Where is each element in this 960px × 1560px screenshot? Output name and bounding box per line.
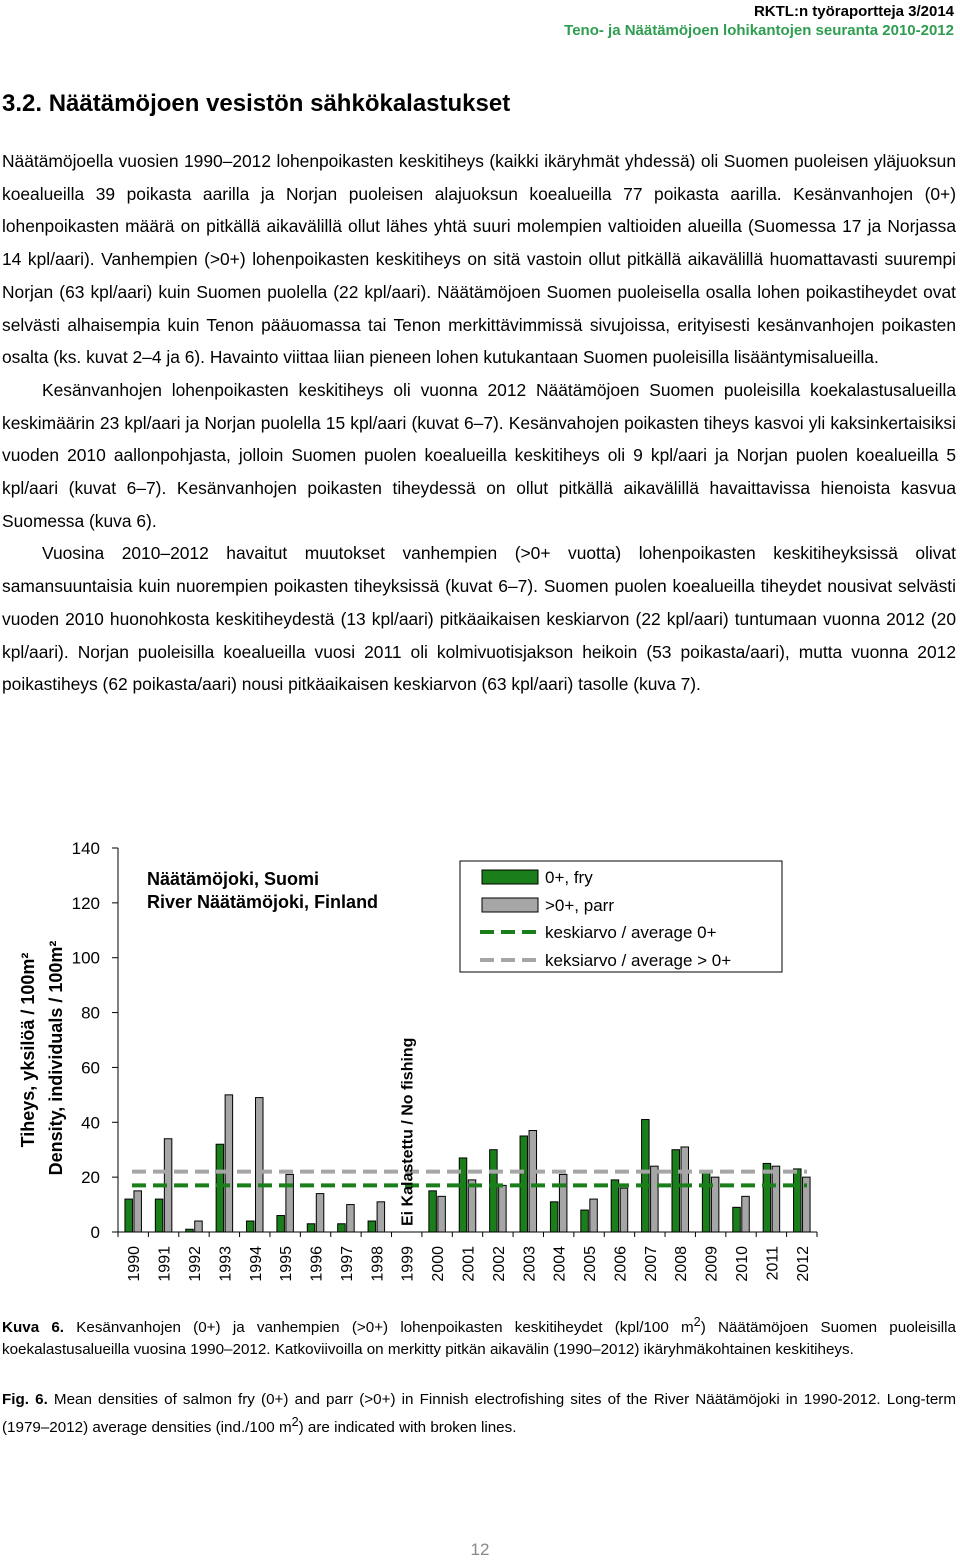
caption-en-text-end: ) are indicated with broken lines. xyxy=(298,1419,517,1437)
bar-parr-2001 xyxy=(468,1180,476,1232)
legend-label-fry: 0+, fry xyxy=(545,868,593,887)
no-fishing-annotation: Ei Kalastettu / No fishing xyxy=(399,1037,417,1226)
x-tick-label-2002: 2002 xyxy=(490,1246,508,1282)
x-tick-label-2011: 2011 xyxy=(764,1246,782,1281)
bar-fry-2000 xyxy=(429,1191,437,1232)
bar-parr-2003 xyxy=(529,1131,537,1232)
x-tick-label-1995: 1995 xyxy=(278,1246,296,1282)
caption-finnish xyxy=(2,1311,956,1361)
legend-label-parr: >0+, parr xyxy=(545,896,614,915)
chart-legend xyxy=(460,861,782,972)
bar-parr-1996 xyxy=(316,1194,324,1232)
x-tick-label-2009: 2009 xyxy=(703,1246,721,1282)
y-tick-label-60: 60 xyxy=(81,1058,100,1078)
bar-parr-1992 xyxy=(195,1221,203,1232)
bar-fry-2005 xyxy=(581,1210,589,1232)
legend-swatch-parr xyxy=(482,898,538,912)
bar-parr-1995 xyxy=(286,1174,294,1232)
bar-fry-2006 xyxy=(611,1180,619,1232)
bar-parr-2007 xyxy=(651,1166,659,1232)
caption-en-sup: 2 xyxy=(291,1415,299,1429)
y-tick-label-80: 80 xyxy=(81,1003,100,1023)
x-tick-label-1999: 1999 xyxy=(399,1246,417,1282)
x-tick-label-1997: 1997 xyxy=(338,1246,356,1282)
bar-parr-2010 xyxy=(742,1196,750,1232)
x-tick-label-2000: 2000 xyxy=(430,1246,448,1282)
legend-label-average-fry: keskiarvo / average 0+ xyxy=(545,923,717,942)
x-tick-label-2001: 2001 xyxy=(460,1246,478,1282)
x-tick-label-1991: 1991 xyxy=(156,1246,174,1282)
bar-fry-1995 xyxy=(277,1216,285,1232)
x-tick-label-1993: 1993 xyxy=(217,1246,235,1282)
x-tick-label-2008: 2008 xyxy=(673,1246,691,1282)
report-title-header: Teno- ja Näätämöjoen lohikantojen seuranta 2010-2012 xyxy=(564,22,954,39)
bar-fry-2010 xyxy=(733,1207,741,1232)
bar-parr-1993 xyxy=(225,1095,233,1232)
bar-fry-2001 xyxy=(459,1158,467,1232)
x-tick-label-1994: 1994 xyxy=(247,1246,265,1282)
bar-parr-2011 xyxy=(772,1166,780,1232)
bar-fry-1993 xyxy=(216,1144,224,1232)
x-tick-label-2003: 2003 xyxy=(521,1246,539,1282)
bar-fry-2009 xyxy=(702,1172,710,1232)
bar-fry-2004 xyxy=(550,1202,558,1232)
bar-fry-2007 xyxy=(642,1120,650,1232)
x-tick-label-2007: 2007 xyxy=(642,1246,660,1282)
bar-parr-2006 xyxy=(620,1188,628,1232)
bar-fry-1994 xyxy=(247,1221,255,1232)
bar-fry-2008 xyxy=(672,1150,680,1232)
caption-fi-label: Kuva 6. xyxy=(2,1319,65,1337)
bar-fry-2002 xyxy=(490,1150,498,1232)
caption-en-text: Mean densities of salmon fry (0+) and parr (>0+) in Finnish electrofishing sites of the River Näätämöjoki in 1990-2012. Long-term (1979–2012) average densities (ind./100 m xyxy=(2,1391,956,1437)
y-axis-title-en: Density, individuals / 100m² xyxy=(46,940,66,1176)
section-title: 3.2. Näätämöjoen vesistön sähkökalastukset xyxy=(2,90,511,117)
bar-parr-2002 xyxy=(499,1185,507,1232)
x-tick-label-2005: 2005 xyxy=(582,1246,600,1282)
y-tick-label-40: 40 xyxy=(81,1113,100,1133)
x-tick-label-1990: 1990 xyxy=(126,1246,144,1282)
bar-fry-1998 xyxy=(368,1221,376,1232)
y-tick-label-100: 100 xyxy=(71,948,100,968)
legend-swatch-fry xyxy=(482,870,538,884)
caption-fi-sup: 2 xyxy=(693,1315,701,1329)
bars-group xyxy=(125,1095,810,1232)
x-tick-label-1992: 1992 xyxy=(186,1246,204,1282)
paragraph-1: Näätämöjoella vuosien 1990–2012 lohenpoikasten keskitiheys (kaikki ikäryhmät yhdessä) oli Suomen puoleisen yläjuoksun koealueilla 39 poikasta aarilla ja Norjan puoleisen alajuoksun koealueilla 77 poikasta aarilla. Kesänvanhojen (0+) lohenpoikasten määrä on pitkällä aikavälillä ollut lähes yhtä suuri molempien valtioiden alueilla (Suomessa 17 ja Norjassa 14 kpl/aari). Vanhempien (>0+) lohenpoikasten keskitiheys on sitä vastoin ollut pitkällä aikavälillä huomattavasti suurempi Norjan (63 kpl/aari) kuin Suomen puolella (22 kpl/aari). Näätämöjoen Suomen puoleisella osalla lohen poikastiheydet ovat selvästi alhaisempia kuin Tenon pääuomassa tai Tenon merkittävimmissä sivujoissa, erityisesti kesänvanhojen poikasten osalta (ks. kuvat 2–4 ja 6). Havainto viittaa liian pieneen lohen kutukantaan Suomen puoleisilla lisääntymisalueilla. xyxy=(2,151,956,368)
x-tick-label-2004: 2004 xyxy=(551,1246,569,1282)
bar-fry-1991 xyxy=(155,1199,163,1232)
caption-fi-text: Kesänvanhojen (0+) ja vanhempien (>0+) lohenpoikasten keskitiheydet (kpl/100 m xyxy=(64,1319,694,1337)
bar-parr-2005 xyxy=(590,1199,598,1232)
x-tick-label-1996: 1996 xyxy=(308,1246,326,1282)
legend-label-average-parr: keksiarvo / average > 0+ xyxy=(545,951,732,970)
bar-parr-1998 xyxy=(377,1202,385,1232)
chart-subtitle: River Näätämöjoki, Finland xyxy=(147,892,379,912)
x-tick-label-2012: 2012 xyxy=(794,1246,812,1282)
caption-fi-text-end: ) Näätämöjoen Suomen puoleisilla koekalastusalueilla vuosina 1990–2012. Katkoviivoilla on merkitty pitkän aikavälin (1990–2012) ikäryhmäkohtainen keskitiheys. xyxy=(2,1319,956,1359)
x-tick-label-1998: 1998 xyxy=(369,1246,387,1282)
y-tick-label-120: 120 xyxy=(71,893,100,913)
x-tick-label-2006: 2006 xyxy=(612,1246,630,1282)
paragraph-3: Vuosina 2010–2012 havaitut muutokset vanhempien (>0+ vuotta) lohenpoikasten keskitiheyksissä olivat samansuuntaisia kuin nuorempien poikasten tiheyksissä (kuvat 6–7). Suomen puolen koealueilla tiheydet nousivat selvästi vuoden 2010 huonohkosta keskitiheydestä (13 kpl/aari) pitkäaikaisen keskiarvon (22 kpl/aari) tuntumaan vuonna 2012 (20 kpl/aari). Norjan puoleisilla koealueilla vuosi 2011 oli kolmivuotisjakson heikoin (53 poikasta/aari), mutta vuonna 2012 poikastiheys (62 poikasta/aari) nousi pitkäaikaisen keskiarvon (63 kpl/aari) tasolle (kuva 7). xyxy=(2,543,956,695)
caption-en-label: Fig. 6. xyxy=(2,1391,48,1408)
y-axis-title-fi: Tiheys, yksilöä / 100m² xyxy=(18,952,38,1148)
bar-fry-1996 xyxy=(307,1224,315,1232)
bar-fry-2012 xyxy=(794,1169,802,1232)
y-tick-label-140: 140 xyxy=(71,839,100,858)
bar-fry-1997 xyxy=(338,1224,346,1232)
report-series-header: RKTL:n työraportteja 3/2014 xyxy=(753,3,954,20)
chart-title: Näätämöjoki, Suomi xyxy=(147,869,320,889)
density-bar-chart xyxy=(0,826,960,1306)
paragraph-2: Kesänvanhojen lohenpoikasten keskitiheys oli vuonna 2012 Näätämöjoen Suomen puoleisilla koekalastusalueilla keskimäärin 23 kpl/aari ja Norjan puolella 15 kpl/aari (kuvat 6–7). Kesänvahojen poikasten tiheys kasvoi yli kaksinkertaisiksi vuoden 2010 aallonpohjasta, jolloin Suomen puolen koealueilla keskitiheys oli 9 kpl/aari ja Norjan puolen koealueilla 5 kpl/aari (kuvat 6–7). Kesänvanhojen poikasten tiheydessä on ollut pitkällä aikavälillä havaittavissa hienoista kasvua Suomessa (kuva 6). xyxy=(2,379,956,531)
y-tick-label-0: 0 xyxy=(90,1223,100,1242)
caption-english xyxy=(2,1389,956,1439)
bar-parr-2004 xyxy=(559,1174,567,1232)
bar-parr-2000 xyxy=(438,1196,446,1232)
bar-fry-1990 xyxy=(125,1199,132,1232)
bar-parr-1990 xyxy=(134,1191,142,1232)
body-text xyxy=(2,145,956,701)
bar-fry-2011 xyxy=(763,1163,771,1232)
page-number: 12 xyxy=(470,1540,490,1559)
bar-parr-2008 xyxy=(681,1147,689,1232)
y-tick-label-20: 20 xyxy=(81,1168,100,1188)
x-tick-label-2010: 2010 xyxy=(734,1246,752,1282)
bar-parr-1994 xyxy=(256,1098,264,1232)
bar-parr-1997 xyxy=(347,1205,355,1232)
